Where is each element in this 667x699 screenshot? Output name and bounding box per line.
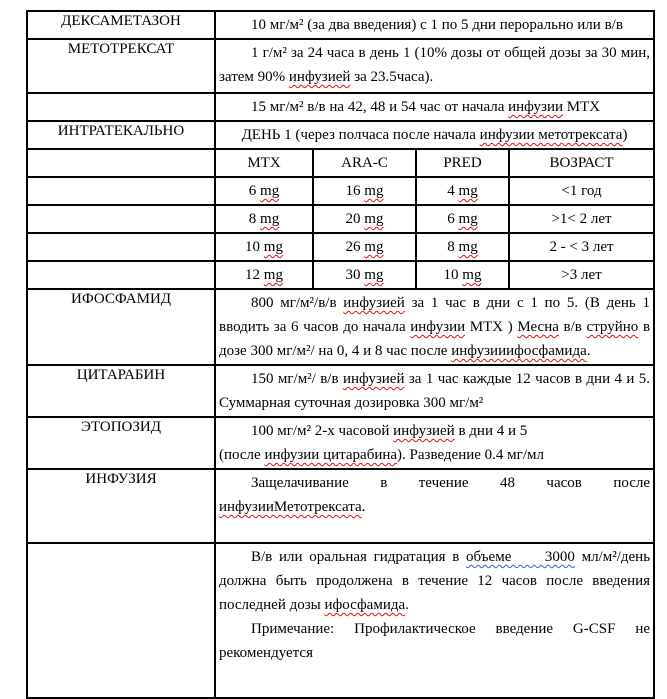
dose-value-cell xyxy=(416,233,509,261)
text-line xyxy=(219,569,650,593)
text-segment: В/в или оральная гидратация в xyxy=(251,549,467,565)
age-cell xyxy=(509,261,654,289)
text-line xyxy=(219,95,650,119)
spellcheck-underlined-text: mg xyxy=(458,183,478,199)
drug-name-cell: МЕТОТРЕКСАТ xyxy=(27,39,215,93)
dose-value-cell xyxy=(313,233,416,261)
spellcheck-underlined-text: инфузией xyxy=(288,69,351,85)
text-line xyxy=(420,207,505,231)
text-line xyxy=(420,151,505,175)
text-segment: должна быть продолжена в течение 12 часов после введения xyxy=(219,573,651,589)
spellcheck-underlined-text: инфузией xyxy=(342,371,405,387)
text-line xyxy=(317,179,412,203)
spellcheck-underlined-text: инфузии xyxy=(508,99,564,115)
text-segment: за 1 час каждые 12 часов в дни 4 и 5. xyxy=(404,371,651,387)
dose-row-1-to-2-years xyxy=(27,205,654,233)
dose-value-cell xyxy=(416,205,509,233)
spellcheck-underlined-text: mg xyxy=(260,211,280,227)
text-segment: в/в xyxy=(558,319,587,335)
dose-column-header-pred xyxy=(416,149,509,177)
text-segment: ДЕНЬ 1 (через полчаса после начала xyxy=(241,127,480,143)
text-segment: 26 xyxy=(345,239,365,255)
text-segment: 10 мг/м² (за два введения) с 1 по 5 дни перорально или в/в xyxy=(251,17,623,33)
text-segment: 2 - < 3 лет xyxy=(549,239,614,255)
drug-name-cell: ИФОСФАМИД xyxy=(27,289,215,365)
text-line xyxy=(219,123,650,147)
spellcheck-underlined-text: инфузииМетотрексата xyxy=(219,499,362,515)
text-segment: 6 xyxy=(447,211,459,227)
dose-column-header-ara-c xyxy=(313,149,416,177)
drug-name-cell xyxy=(27,261,215,289)
text-segment: >3 лет xyxy=(561,267,602,283)
text-segment: (после xyxy=(219,447,265,463)
spellcheck-underlined-text: инфузииифосфамида xyxy=(451,343,587,359)
dosage-cell xyxy=(215,365,654,417)
spellcheck-underlined-text: mg xyxy=(462,267,482,283)
text-line xyxy=(513,151,650,175)
dose-column-header-mtx xyxy=(215,149,313,177)
text-line xyxy=(420,263,505,287)
text-segment: 12 xyxy=(245,267,264,283)
text-segment: . xyxy=(405,597,409,613)
spellcheck-underlined-text: mg xyxy=(458,239,478,255)
text-segment: 8 xyxy=(447,239,459,255)
text-segment: 150 мг/м²/ в/в xyxy=(251,371,343,387)
text-segment: вводить за 6 часов до начала xyxy=(219,319,411,335)
text-line xyxy=(317,207,412,231)
text-segment: 10 xyxy=(245,239,264,255)
text-segment: МТХ ) xyxy=(465,319,518,335)
spellcheck-underlined-text: mg xyxy=(458,211,478,227)
dose-value-cell xyxy=(215,177,313,205)
dosage-cell xyxy=(215,417,654,469)
text-segment: ARA-C xyxy=(341,155,388,171)
text-line xyxy=(513,179,650,203)
text-segment: 20 xyxy=(345,211,365,227)
dosage-cell xyxy=(215,289,654,365)
dose-value-cell xyxy=(313,261,416,289)
table-row-intrathecal xyxy=(27,121,654,149)
text-segment: Примечание: Профилактическое введение G-CSF не xyxy=(251,621,651,637)
text-segment: 100 мг/м² 2-х часовой xyxy=(251,423,394,439)
table-row-infusion xyxy=(27,469,654,543)
text-segment: дозе 300 мг/м²/ на 0, 4 и 8 час после xyxy=(219,343,452,359)
text-line xyxy=(219,65,650,89)
text-segment: в дни 4 и 5 xyxy=(454,423,528,439)
dose-column-header-age xyxy=(509,149,654,177)
text-line xyxy=(219,391,650,415)
text-segment: 4 xyxy=(447,183,459,199)
age-cell xyxy=(509,205,654,233)
drug-name-cell xyxy=(27,205,215,233)
dose-value-cell xyxy=(313,177,416,205)
text-line xyxy=(317,235,412,259)
spellcheck-underlined-text: mg xyxy=(260,183,280,199)
drug-name-cell xyxy=(27,149,215,177)
text-segment: ВОЗРАСТ xyxy=(549,155,614,171)
chemo-protocol-table xyxy=(26,10,655,699)
text-line xyxy=(219,419,650,443)
text-line xyxy=(317,263,412,287)
text-segment: MTX xyxy=(247,155,281,171)
text-segment: мл/м²/день xyxy=(574,549,651,565)
table-row-cytarabine xyxy=(27,365,654,417)
table-row-etoposide xyxy=(27,417,654,469)
dosage-cell xyxy=(215,93,654,121)
text-segment: 800 мг/м²/в/в xyxy=(251,295,344,311)
spellcheck-underlined-text: инфузией xyxy=(393,423,455,439)
text-segment: . xyxy=(586,343,591,359)
text-segment: <1 год xyxy=(561,183,602,199)
dosage-cell xyxy=(215,469,654,543)
spellcheck-underlined-text: mg xyxy=(263,239,283,255)
dosage-cell xyxy=(215,543,654,698)
dosage-cell xyxy=(215,39,654,93)
dose-value-cell xyxy=(215,261,313,289)
table-row-hydration-note xyxy=(27,543,654,698)
age-cell xyxy=(509,233,654,261)
text-line xyxy=(219,179,309,203)
text-line xyxy=(513,207,650,231)
text-segment: ) xyxy=(622,127,628,143)
text-line xyxy=(219,641,650,665)
text-line xyxy=(219,495,650,519)
text-segment: за 1 час в дни с 1 по 5. (В день 1 xyxy=(404,295,651,311)
text-segment: Защелачивание в течение 48 часов после xyxy=(251,475,651,491)
text-line xyxy=(219,41,650,65)
drug-name-cell: ДЕКСАМЕТАЗОН xyxy=(27,11,215,39)
text-line xyxy=(219,367,650,391)
drug-name-cell xyxy=(27,543,215,698)
text-line xyxy=(219,339,650,363)
text-line xyxy=(219,617,650,641)
dose-value-cell xyxy=(416,261,509,289)
text-segment: в xyxy=(638,319,651,335)
text-segment: >1< 2 лет xyxy=(551,211,612,227)
document-page xyxy=(0,10,667,691)
text-line xyxy=(219,207,309,231)
dose-table-header-row xyxy=(27,149,654,177)
text-segment: . xyxy=(361,499,366,515)
text-segment: 1 г/м² за 24 часа в день 1 (10% дозы от общей дозы за 30 мин, xyxy=(251,45,651,61)
dose-row-over-3-years xyxy=(27,261,654,289)
dose-row-2-to-3-years xyxy=(27,233,654,261)
spellcheck-underlined-text: mg xyxy=(263,267,283,283)
text-line xyxy=(317,151,412,175)
spellcheck-underlined-text: струйно xyxy=(586,319,639,335)
text-line xyxy=(420,179,505,203)
drug-name-cell xyxy=(27,177,215,205)
text-segment: 6 xyxy=(248,183,261,199)
spellcheck-underlined-text: mg xyxy=(364,267,384,283)
text-segment: последней дозы xyxy=(219,597,325,613)
dose-value-cell xyxy=(215,233,313,261)
spellcheck-underlined-text: инфузии xyxy=(410,319,466,335)
text-line xyxy=(219,263,309,287)
text-line xyxy=(219,235,309,259)
spellcheck-underlined-text: инфузии цитарабина xyxy=(264,447,398,463)
dose-value-cell xyxy=(313,205,416,233)
text-segment: PRED xyxy=(443,155,482,171)
spellcheck-underlined-text: ифосфамида xyxy=(324,597,406,613)
text-segment: затем 90% xyxy=(219,69,289,85)
text-line xyxy=(219,471,650,495)
text-segment: 15 мг/м² в/в на 42, 48 и 54 час от начала xyxy=(251,99,509,115)
drug-name-cell xyxy=(27,93,215,121)
text-segment: 16 xyxy=(345,183,365,199)
dosage-cell xyxy=(215,11,654,39)
dose-value-cell xyxy=(416,177,509,205)
spellcheck-underlined-text: инфузией xyxy=(343,295,405,311)
text-segment: Суммарная суточная дозировка 300 мг/м² xyxy=(219,395,484,411)
text-segment: рекомендуется xyxy=(219,645,313,661)
text-line xyxy=(513,263,650,287)
spellcheck-underlined-text: mg xyxy=(364,183,384,199)
text-line xyxy=(219,593,650,617)
spellcheck-underlined-text: mg xyxy=(364,211,384,227)
text-line xyxy=(219,291,650,315)
text-line xyxy=(219,315,650,339)
text-line xyxy=(513,235,650,259)
grammar-underlined-text: объеме 3000 xyxy=(466,549,575,565)
dose-row-under-1-year xyxy=(27,177,654,205)
age-cell xyxy=(509,177,654,205)
table-row-dexamethasone xyxy=(27,11,654,39)
text-line xyxy=(219,545,650,569)
text-line xyxy=(420,235,505,259)
dosage-cell xyxy=(215,121,654,149)
spellcheck-underlined-text: инфузии метотрексата xyxy=(479,127,623,143)
dose-value-cell xyxy=(215,205,313,233)
text-segment: 10 xyxy=(443,267,463,283)
spellcheck-underlined-text: mg xyxy=(364,239,384,255)
text-segment: МТХ xyxy=(563,99,601,115)
drug-name-cell xyxy=(27,233,215,261)
text-segment: за 23.5часа). xyxy=(350,69,434,85)
text-line xyxy=(219,13,650,37)
table-row-ifosfamide xyxy=(27,289,654,365)
drug-name-cell: ИНТРАТЕКАЛЬНО xyxy=(27,121,215,149)
text-line xyxy=(219,443,650,467)
drug-name-cell: ИНФУЗИЯ xyxy=(27,469,215,543)
table-row-methotrexate-iv xyxy=(27,93,654,121)
text-segment: 30 xyxy=(345,267,365,283)
spellcheck-underlined-text: Месна xyxy=(517,319,559,335)
text-line xyxy=(219,151,309,175)
drug-name-cell: ЦИТАРАБИН xyxy=(27,365,215,417)
drug-name-cell: ЭТОПОЗИД xyxy=(27,417,215,469)
text-segment: 8 xyxy=(248,211,261,227)
table-row-methotrexate xyxy=(27,39,654,93)
text-segment: ). Разведение 0.4 мг/мл xyxy=(397,447,544,463)
